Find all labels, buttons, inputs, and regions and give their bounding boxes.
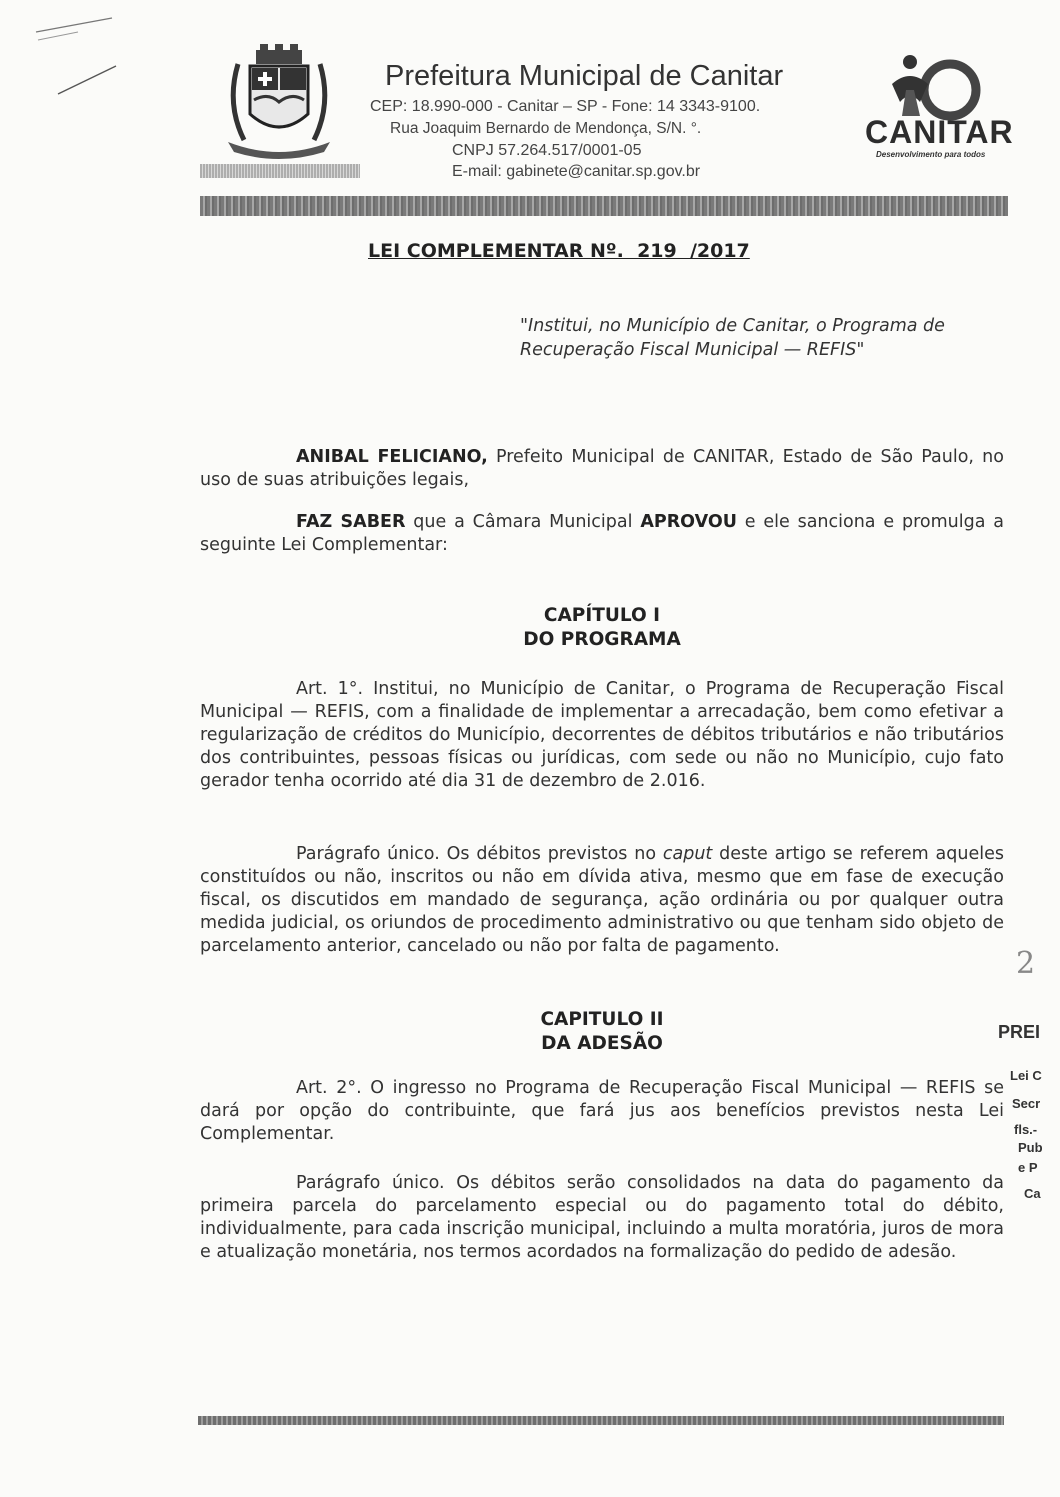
header-divider	[200, 196, 1008, 216]
margin-stamp-line-5: Pub	[1018, 1140, 1043, 1155]
margin-stamp-line-6: e P	[1018, 1160, 1038, 1175]
footer-divider	[198, 1416, 1004, 1425]
preamble-paragraph-1: ANIBAL FELICIANO, Prefeito Municipal de CANITAR, Estado de São Paulo, no uso de suas atribuições legais,	[200, 447, 1004, 490]
header-cnpj: CNPJ 57.264.517/0001-05	[452, 142, 642, 159]
mayor-name: ANIBAL FELICIANO,	[296, 447, 488, 467]
header-address: CEP: 18.990-000 - Canitar – SP - Fone: 14 3343-9100.	[370, 98, 761, 115]
margin-stamp-line-3: Secr	[1012, 1096, 1041, 1111]
article-1: Art. 1°. Institui, no Município de Canitar, o Programa de Recuperação Fiscal Municipal — REFIS, com a finalidade de implementar a arrecadação, bem como efetivar a regularização de créditos do Município, decorrentes de débitos tributários e não tributários dos contribuintes, pessoas físicas ou jurídicas, com sede ou não no Município, cujo fato gerador tenha ocorrido até dia 31 de dezembro de 2.016.	[200, 679, 1004, 791]
pencil-marks	[28, 10, 128, 100]
margin-stamp-line-7: Ca	[1024, 1186, 1041, 1201]
header-email: E-mail: gabinete@canitar.sp.gov.br	[452, 163, 701, 180]
margin-stamp-line-2: Lei C	[1010, 1068, 1042, 1083]
header-street: Rua Joaquim Bernardo de Mendonça, S/N. °.	[390, 120, 702, 137]
article-1-paragraph: Parágrafo único. Os débitos previstos no caput deste artigo se referem aqueles constituídos ou não, inscritos ou não em dívida ativa, mesmo que em fase de execução fiscal, os discutidos em mandado de segurança, ação ordinária ou por qualquer outra medida judicial, os oriundos de procedimento administrativo ou que tenham sido objeto de parcelamento anterior, cancelado ou não por falta de pagamento.	[200, 844, 1004, 956]
article-2: Art. 2°. O ingresso no Programa de Recuperação Fiscal Municipal — REFIS se dará por opção do contribuinte, que fará jus aos benefícios previstos nesta Lei Complementar.	[200, 1078, 1004, 1144]
crest-banner	[200, 164, 360, 178]
chapter-2-heading: CAPITULO II DA ADESÃO	[540, 1009, 664, 1054]
preamble-paragraph-2: FAZ SABER que a Câmara Municipal APROVOU e ele sanciona e promulga a seguinte Lei Complementar:	[200, 512, 1004, 555]
article-2-paragraph: Parágrafo único. Os débitos serão consolidados na data do pagamento da primeira parcela do parcelamento especial ou do pagamento total do débito, individualmente, para cada inscrição municipal, incluindo a multa moratória, juros de mora e atualização monetária, nos termos acordados na formalização do pedido de adesão.	[200, 1173, 1004, 1262]
margin-stamp-line-1: PREI	[998, 1022, 1041, 1042]
logo-tagline: Desenvolvimento para todos	[876, 150, 986, 159]
handwritten-page-number: 2	[1016, 946, 1036, 981]
chapter-1-heading: CAPÍTULO I DO PROGRAMA	[523, 605, 681, 650]
law-ementa: "Institui, no Município de Canitar, o Programa de Recuperação Fiscal Municipal — REFIS"	[520, 316, 945, 360]
coat-of-arms-icon	[218, 44, 340, 160]
law-title: LEI COMPLEMENTAR Nº. 219 /2017	[368, 240, 750, 262]
logo-wordmark: CANITAR	[865, 114, 1014, 150]
header-title: Prefeitura Municipal de Canitar	[385, 60, 784, 92]
margin-stamp-line-4: fls.-	[1014, 1122, 1038, 1137]
